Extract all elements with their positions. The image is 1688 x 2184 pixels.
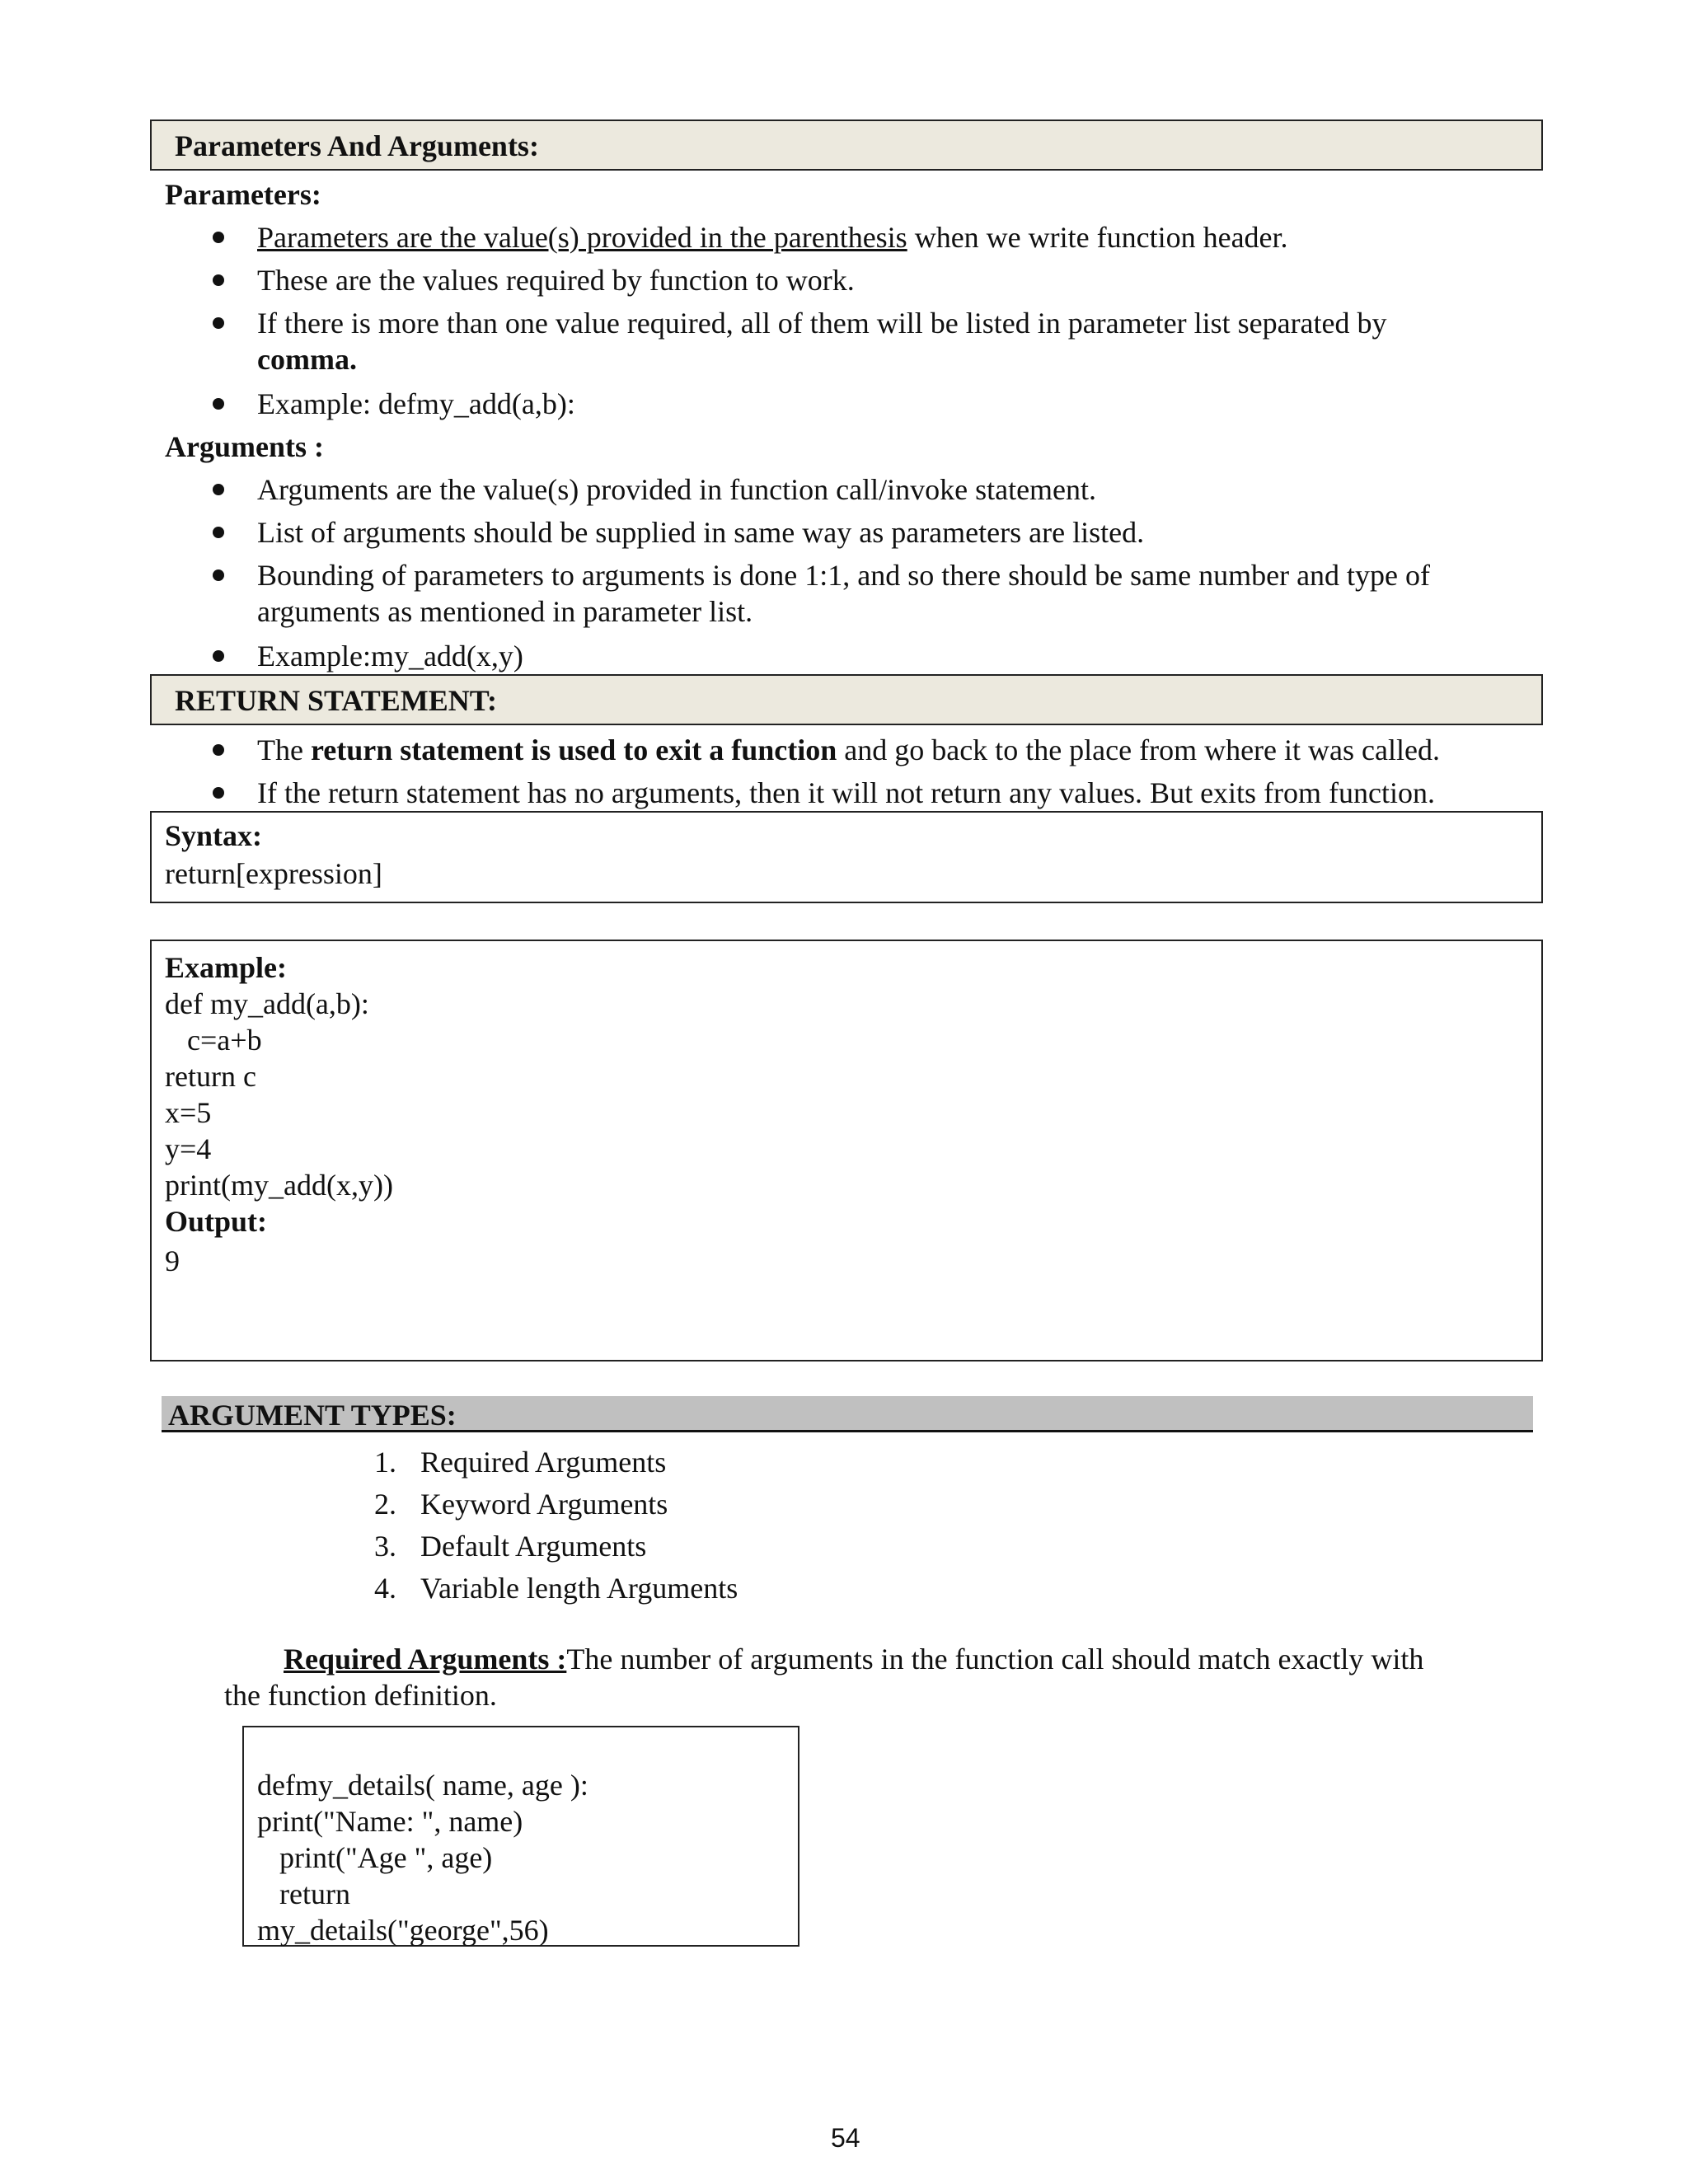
syntax-box xyxy=(150,811,1543,903)
bullet-icon xyxy=(213,274,224,286)
parameters-bullet-3-cont: comma. xyxy=(257,343,357,376)
bullet-icon xyxy=(213,527,224,538)
example-code-line: y=4 xyxy=(165,1132,212,1165)
syntax-label: Syntax: xyxy=(165,819,263,852)
parameters-heading: Parameters: xyxy=(165,178,321,211)
code-line: return xyxy=(257,1877,350,1910)
arguments-bullet-3: Bounding of parameters to arguments is done 1:1, and so there should be same number and type of xyxy=(257,559,1431,592)
required-arguments-label: Required Arguments : xyxy=(284,1643,567,1675)
required-arguments-cont: the function definition. xyxy=(224,1679,497,1712)
arguments-bullet-4: Example:my_add(x,y) xyxy=(257,640,523,673)
parameters-bullet-2: These are the values required by function to work. xyxy=(257,264,855,297)
parameters-bullet-1-underlined: Parameters are the value(s) provided in the parenthesis xyxy=(257,221,907,254)
example-code-line: return c xyxy=(165,1060,256,1093)
argument-type-num: 4. xyxy=(374,1572,396,1605)
return-bullet-1 xyxy=(257,735,1440,765)
argument-type-num: 3. xyxy=(374,1530,396,1563)
parameters-bullet-4: Example: defmy_add(a,b): xyxy=(257,387,575,420)
example-code-line: def my_add(a,b): xyxy=(165,987,369,1020)
return-bullet-1-pre: The xyxy=(257,733,311,766)
bullet-icon xyxy=(213,650,224,662)
parameters-bullet-1 xyxy=(257,223,1288,252)
bullet-icon xyxy=(213,317,224,329)
syntax-code: return[expression] xyxy=(165,857,382,890)
section-header-return-statement: RETURN STATEMENT: xyxy=(150,674,1543,725)
arguments-bullet-2: List of arguments should be supplied in same way as parameters are listed. xyxy=(257,516,1145,549)
required-arguments-paragraph xyxy=(284,1644,1423,1674)
section-header-parameters-and-arguments: Parameters And Arguments: xyxy=(150,120,1543,171)
bullet-icon xyxy=(213,787,224,799)
argument-type-num: 2. xyxy=(374,1488,396,1521)
code-line: defmy_details( name, age ): xyxy=(257,1769,588,1802)
arguments-heading: Arguments : xyxy=(165,430,324,463)
return-bullet-1-post: and go back to the place from where it was called. xyxy=(837,733,1440,766)
arguments-bullet-1: Arguments are the value(s) provided in function call/invoke statement. xyxy=(257,473,1097,506)
example-code-line: c=a+b xyxy=(165,1024,262,1057)
parameters-bullet-3: If there is more than one value required, all of them will be listed in parameter list separated by xyxy=(257,307,1387,340)
argument-type-label: Variable length Arguments xyxy=(420,1572,738,1605)
argument-type-label: Keyword Arguments xyxy=(420,1488,668,1521)
code-line: my_details("george",56) xyxy=(257,1914,549,1947)
bullet-icon xyxy=(213,569,224,581)
bullet-icon xyxy=(213,232,224,243)
example-code-line: print(my_add(x,y)) xyxy=(165,1169,393,1202)
argument-type-num: 1. xyxy=(374,1446,396,1479)
page-number: 54 xyxy=(831,2123,860,2153)
section-header-argument-types: ARGUMENT TYPES: xyxy=(162,1396,1533,1432)
code-line: print("Name: ", name) xyxy=(257,1805,523,1838)
argument-type-label: Required Arguments xyxy=(420,1446,667,1479)
arguments-bullet-3-cont: arguments as mentioned in parameter list. xyxy=(257,595,753,628)
example-code-line: x=5 xyxy=(165,1096,212,1129)
return-bullet-2: If the return statement has no arguments, then it will not return any values. But exits from function. xyxy=(257,776,1436,809)
required-arguments-text: The number of arguments in the function call should match exactly with xyxy=(566,1643,1424,1675)
output-label: Output: xyxy=(165,1205,268,1238)
example-box xyxy=(150,940,1543,1361)
bullet-icon xyxy=(213,484,224,495)
bullet-icon xyxy=(213,744,224,756)
parameters-bullet-1-rest: when we write function header. xyxy=(907,221,1288,254)
argument-type-label: Default Arguments xyxy=(420,1530,647,1563)
example-label: Example: xyxy=(165,951,287,984)
required-code-box xyxy=(242,1726,799,1947)
output-value: 9 xyxy=(165,1244,180,1277)
return-bullet-1-bold: return statement is used to exit a function xyxy=(310,733,837,766)
bullet-icon xyxy=(213,398,224,410)
code-line: print("Age ", age) xyxy=(257,1841,493,1874)
